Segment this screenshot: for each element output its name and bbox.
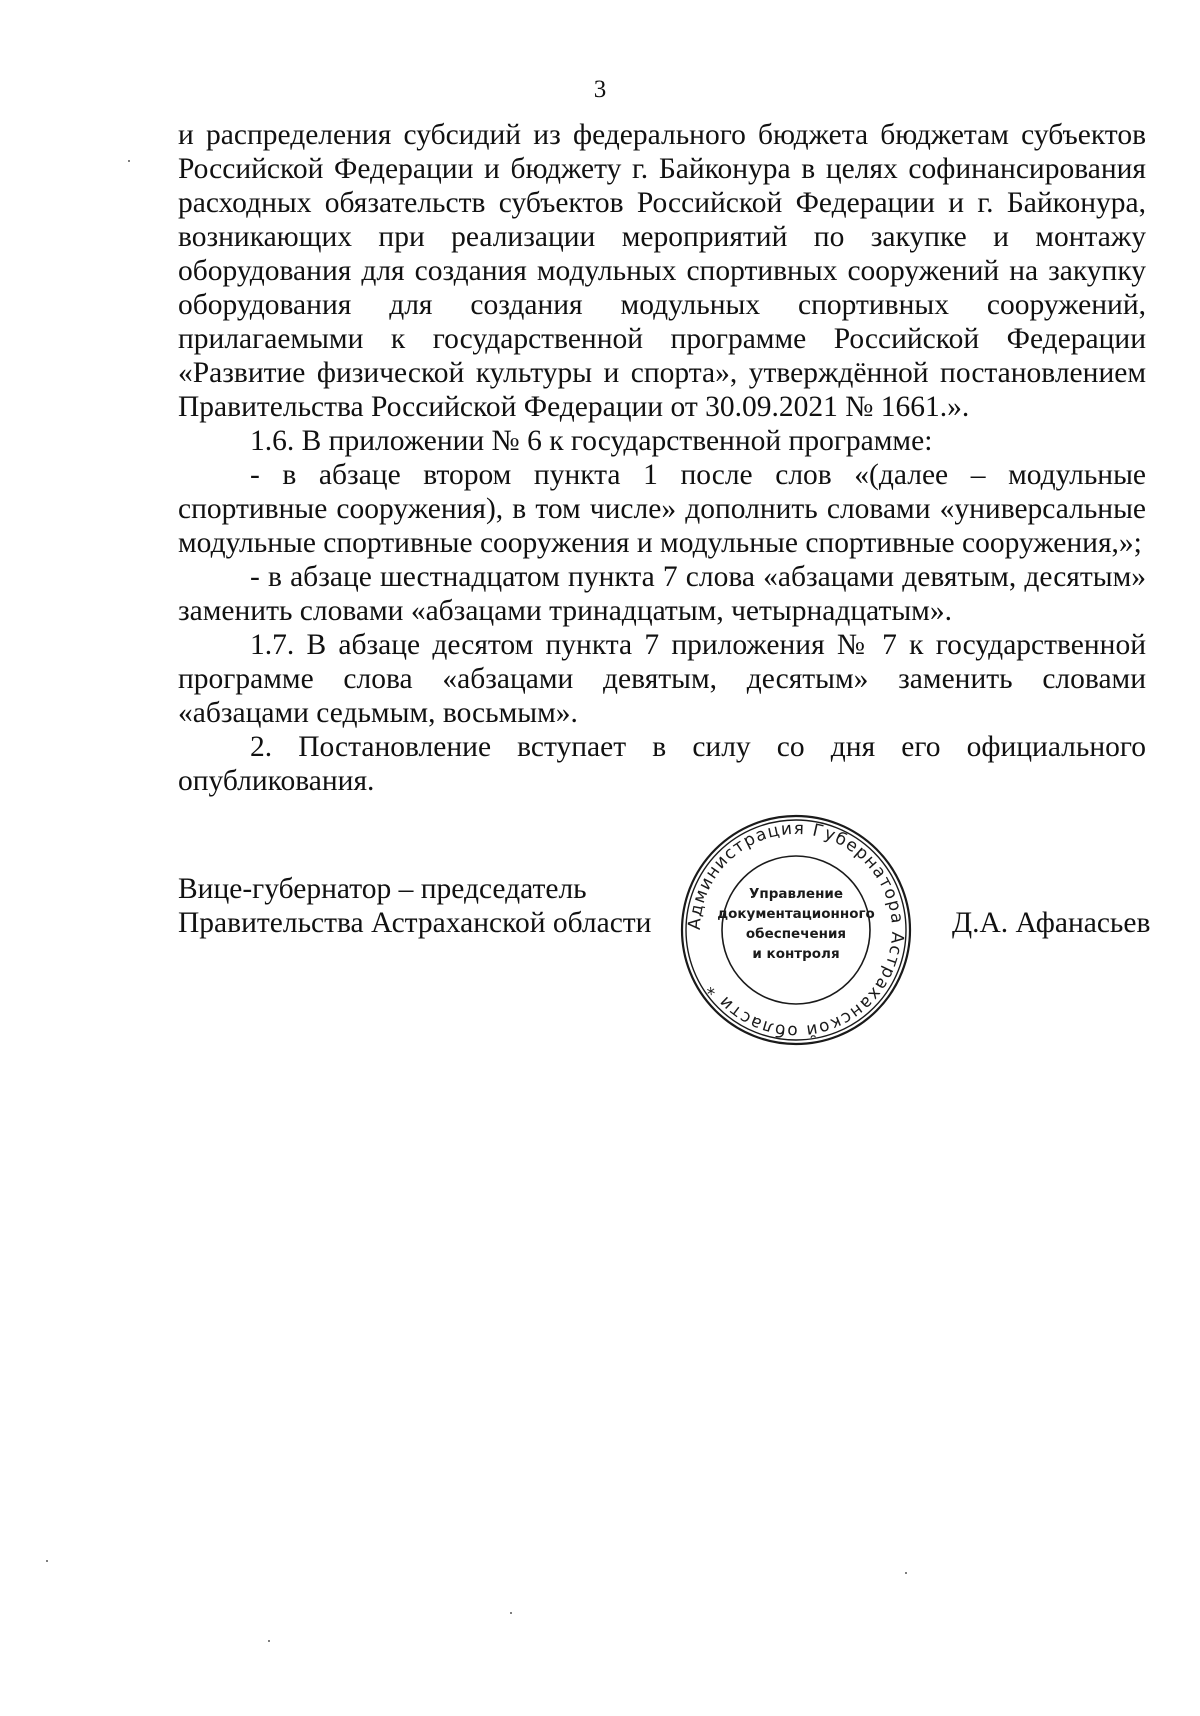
paragraph-1-6: 1.6. В приложении № 6 к государственной программе: (250, 425, 933, 457)
signatory-title (178, 872, 651, 940)
seal-center-line-2: документационного (717, 906, 875, 922)
signatory-title-line-2: Правительства Астраханской области (178, 907, 652, 939)
paragraph-continuation: и распределения субсидий из федерального бюджета бюджетам субъектов Российской Федерации и бюджету г. Байконура в целях софинансирования расходных обязательств субъектов Российской Федерации и г. Байконура, возникающих при реализации мероприятий по закупке и монтажу оборудования для создания модульных спортивных сооружений на закупку оборудования для создания модульных спортивных сооружений, прилагаемыми к государственной программе Российской Федерации «Развитие физической культуры и спорта», утверждённой постановлением Правительства Российской Федерации от 30.09.2021 № 1661.». (178, 119, 1146, 423)
signatory-name: Д.А. Афанасьев (952, 907, 1151, 939)
paragraph-1-7: 1.7. В абзаце десятом пункта 7 приложения № 7 к государственной программе слова «абзацами девятым, десятым» заменить словами «абзацами седьмым, восьмым». (178, 629, 1146, 729)
scan-speck (268, 1640, 270, 1642)
scan-speck (510, 1612, 512, 1614)
seal-center-line-3: обеспечения (745, 926, 847, 942)
document-body (178, 118, 1146, 798)
paragraph-amendment-1: - в абзаце втором пункта 1 после слов «(далее – модульные спортивные сооружения), в том числе» дополнить словами «универсальные модульные спортивные сооружения и модульные спортивные сооружения,»; (178, 459, 1146, 559)
seal-center-line-1: Управление (748, 886, 844, 902)
paragraph-2: 2. Постановление вступает в силу со дня его официального опубликования. (178, 731, 1146, 797)
official-seal (678, 812, 914, 1048)
seal-center-line-4: и контроля (752, 946, 840, 962)
signatory-title-line-1: Вице-губернатор – председатель (178, 873, 587, 905)
seal-graphic (678, 812, 914, 1048)
scan-speck (905, 1572, 907, 1574)
page-number: 3 (593, 76, 607, 103)
scan-speck (128, 160, 130, 162)
scan-speck (46, 1560, 48, 1562)
seal-ring-text: Администрация Губернатора Астраханской области * (684, 818, 908, 1042)
paragraph-amendment-2: - в абзаце шестнадцатом пункта 7 слова «абзацами девятым, десятым» заменить словами «абзацами тринадцатым, четырнадцатым». (178, 561, 1146, 627)
